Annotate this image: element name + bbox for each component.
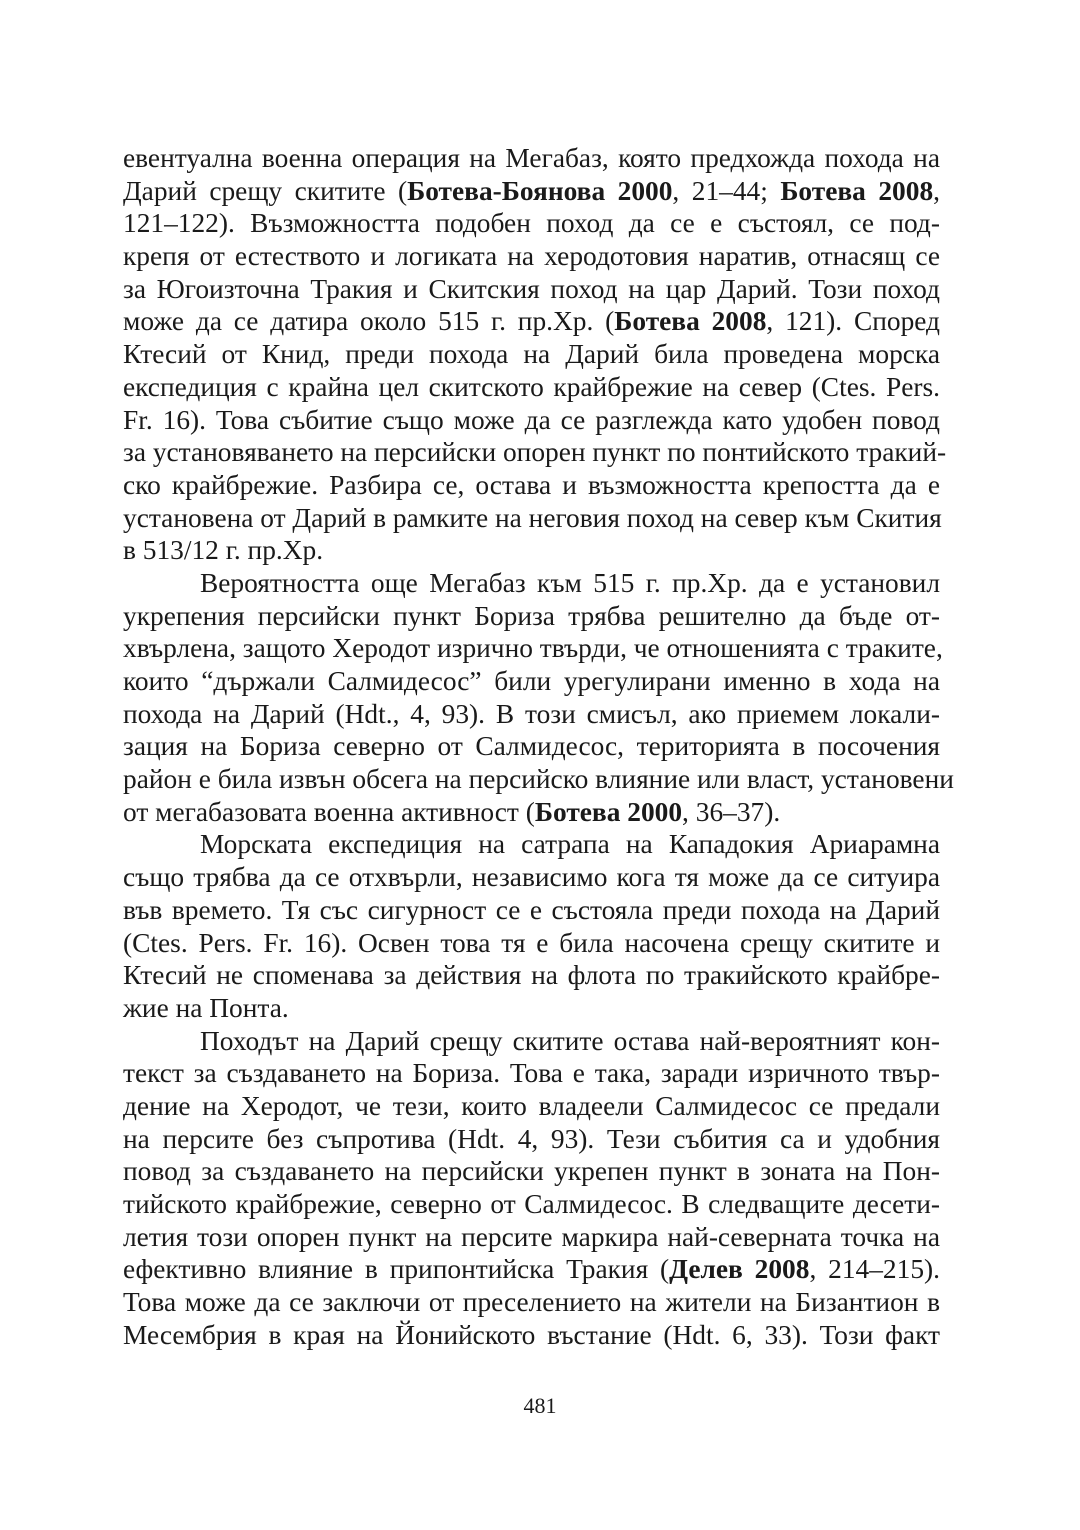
text-line: [123, 567, 940, 600]
text-segment: , 121). Според: [766, 306, 940, 337]
text-segment: зация на Бориза северно от Салмидесос, територията в посочения: [123, 731, 940, 762]
citation-bold: [669, 1254, 809, 1284]
citation-bold: [614, 306, 766, 336]
text-line: [123, 371, 940, 404]
text-segment: Морската експедиция на сатрапа на Кападокия Ариарамна: [200, 829, 940, 860]
text-segment: които “държали Салмидесос” били урегулирани именно в хода на: [123, 666, 940, 696]
text-segment: Месембрия в края на Йонийското въстание (Hdt. 6, 33). Този факт: [123, 1319, 940, 1350]
text-segment: (Ctes. Pers. Fr. 16). Освен това тя е била насочена срещу скитите и: [123, 927, 940, 958]
text-line: [123, 632, 943, 665]
text-segment: похода на Дарий (Hdt., 4, 93). В този смисъл, ако приемем локали-: [123, 698, 940, 729]
text-line: [123, 698, 940, 731]
text-segment: Ктесий от Книд, преди похода на Дарий била проведена морска: [123, 339, 940, 370]
text-segment: 121–122). Възможността подобен поход да се е състоял, се под-: [123, 208, 940, 239]
text-segment: хвърлена, защото Херодот изрично твърди, че отношенията с траките,: [123, 633, 943, 664]
text-line: [123, 927, 940, 960]
text-segment: може да се датира около 515 г. пр.Хр. (: [123, 306, 615, 337]
text-line: [123, 175, 940, 208]
text-segment: от мегабазовата военна активност (: [123, 796, 535, 827]
text-line: [123, 992, 940, 1025]
text-segment: жие на Понта.: [123, 992, 289, 1023]
text-segment: , 36–37).: [682, 796, 781, 827]
text-segment: експедиция с крайна цел скитското крайбрежие на север (Ctes. Pers.: [123, 371, 940, 402]
text-segment: Дарий срещу скитите (: [123, 175, 408, 206]
text-segment: ,: [933, 175, 940, 206]
bold-text: Делев 2008: [669, 1254, 810, 1285]
text-segment: летия този опорен пункт на персите маркира най-северната точка на: [123, 1221, 940, 1252]
text-segment: Това може да се заключи от преселението на жители на Бизантион в: [123, 1287, 940, 1318]
text-segment: Походът на Дарий срещу скитите остава най-вероятният кон-: [200, 1025, 940, 1056]
text-line: [123, 436, 947, 469]
text-segment: , 214–215).: [809, 1254, 940, 1285]
text-line: [123, 730, 940, 763]
text-line: [123, 894, 940, 927]
text-line: [123, 861, 940, 894]
text-segment: във времето. Тя със сигурност се е състояла преди похода на Дарий: [123, 894, 940, 925]
text-line: [123, 1253, 940, 1286]
page-body: [123, 142, 954, 1351]
text-line: [123, 338, 940, 371]
text-segment: в 513/12 г. пр.Хр.: [123, 535, 324, 566]
text-line: [123, 1057, 940, 1090]
text-line: [123, 240, 940, 273]
bold-text: Ботева 2008: [780, 175, 934, 206]
text-segment: ско крайбрежие. Разбира се, остава и възможността крепостта да е: [123, 469, 940, 500]
main-text-block: [123, 142, 954, 1351]
text-segment: дение на Херодот, че тези, които владеели Салмидесос се предали: [123, 1090, 940, 1121]
text-segment: Ктесий не споменава за действия на флота по тракийското крайбре-: [123, 960, 940, 991]
text-segment: укрепения персийски пункт Бориза трябва решително да бъде от-: [123, 600, 940, 631]
text-line: [123, 1155, 940, 1188]
text-segment: Fr. 16). Това събитие също може да се разглежда като удобен повод: [123, 404, 940, 435]
bold-text: Ботева 2000: [534, 796, 683, 827]
page-number: 481: [523, 1393, 557, 1418]
bold-text: Ботева-Боянова 2000: [407, 175, 673, 206]
citation-bold: [407, 176, 672, 206]
text-segment: текст за създаването на Бориза. Това е така, заради изричното твър-: [123, 1058, 940, 1089]
text-line: [123, 600, 940, 633]
text-segment: също трябва да се отхвърли, независимо кога тя може да се ситуира: [123, 862, 940, 893]
text-line: [123, 796, 940, 829]
text-line: [123, 1090, 940, 1123]
text-line: [123, 1286, 940, 1319]
text-line: [123, 959, 940, 992]
text-line: [123, 404, 940, 437]
text-line: [123, 207, 940, 240]
text-segment: , 21–44;: [672, 175, 781, 206]
text-segment: евентуална военна операция на Мегабаз, която предхожда похода на: [123, 143, 940, 173]
text-line: [123, 665, 940, 698]
text-segment: за установяването на персийски опорен пункт по понтийското тракий-: [123, 437, 947, 468]
text-segment: тийското крайбрежие, северно от Салмидесос. В следващите десети-: [123, 1189, 940, 1219]
text-line: [123, 273, 940, 306]
text-line: [123, 828, 940, 861]
text-segment: установена от Дарий в рамките на неговия поход на север към Скития: [123, 502, 942, 533]
text-segment: повод за създаването на персийски укрепен пункт в зоната на Пон-: [123, 1156, 940, 1187]
text-line: [123, 1221, 940, 1254]
citation-bold: [780, 176, 933, 206]
text-line: [123, 763, 954, 796]
text-segment: за Югоизточна Тракия и Скитския поход на цар Дарий. Този поход: [123, 273, 940, 304]
text-line: [123, 469, 940, 502]
text-line: [123, 502, 940, 535]
text-segment: крепя от естеството и логиката на херодотовия наратив, отнасящ се: [123, 241, 940, 272]
text-line: [123, 534, 940, 567]
text-line: [123, 1025, 940, 1058]
text-line: [123, 1123, 940, 1156]
text-line: [123, 1319, 940, 1352]
text-segment: ефективно влияние в припонтийска Тракия (: [123, 1254, 670, 1285]
text-line: [123, 305, 940, 338]
text-segment: район е била извън обсега на персийско влияние или власт, установени: [123, 764, 954, 795]
text-segment: на персите без съпротива (Hdt. 4, 93). Тези събития са и удобния: [123, 1123, 940, 1154]
citation-bold: [535, 797, 682, 827]
text-segment: Вероятността още Мегабаз към 515 г. пр.Хр. да е установил: [200, 567, 940, 598]
bold-text: Ботева 2008: [614, 306, 767, 337]
text-line: [123, 142, 940, 175]
text-line: [123, 1188, 940, 1221]
